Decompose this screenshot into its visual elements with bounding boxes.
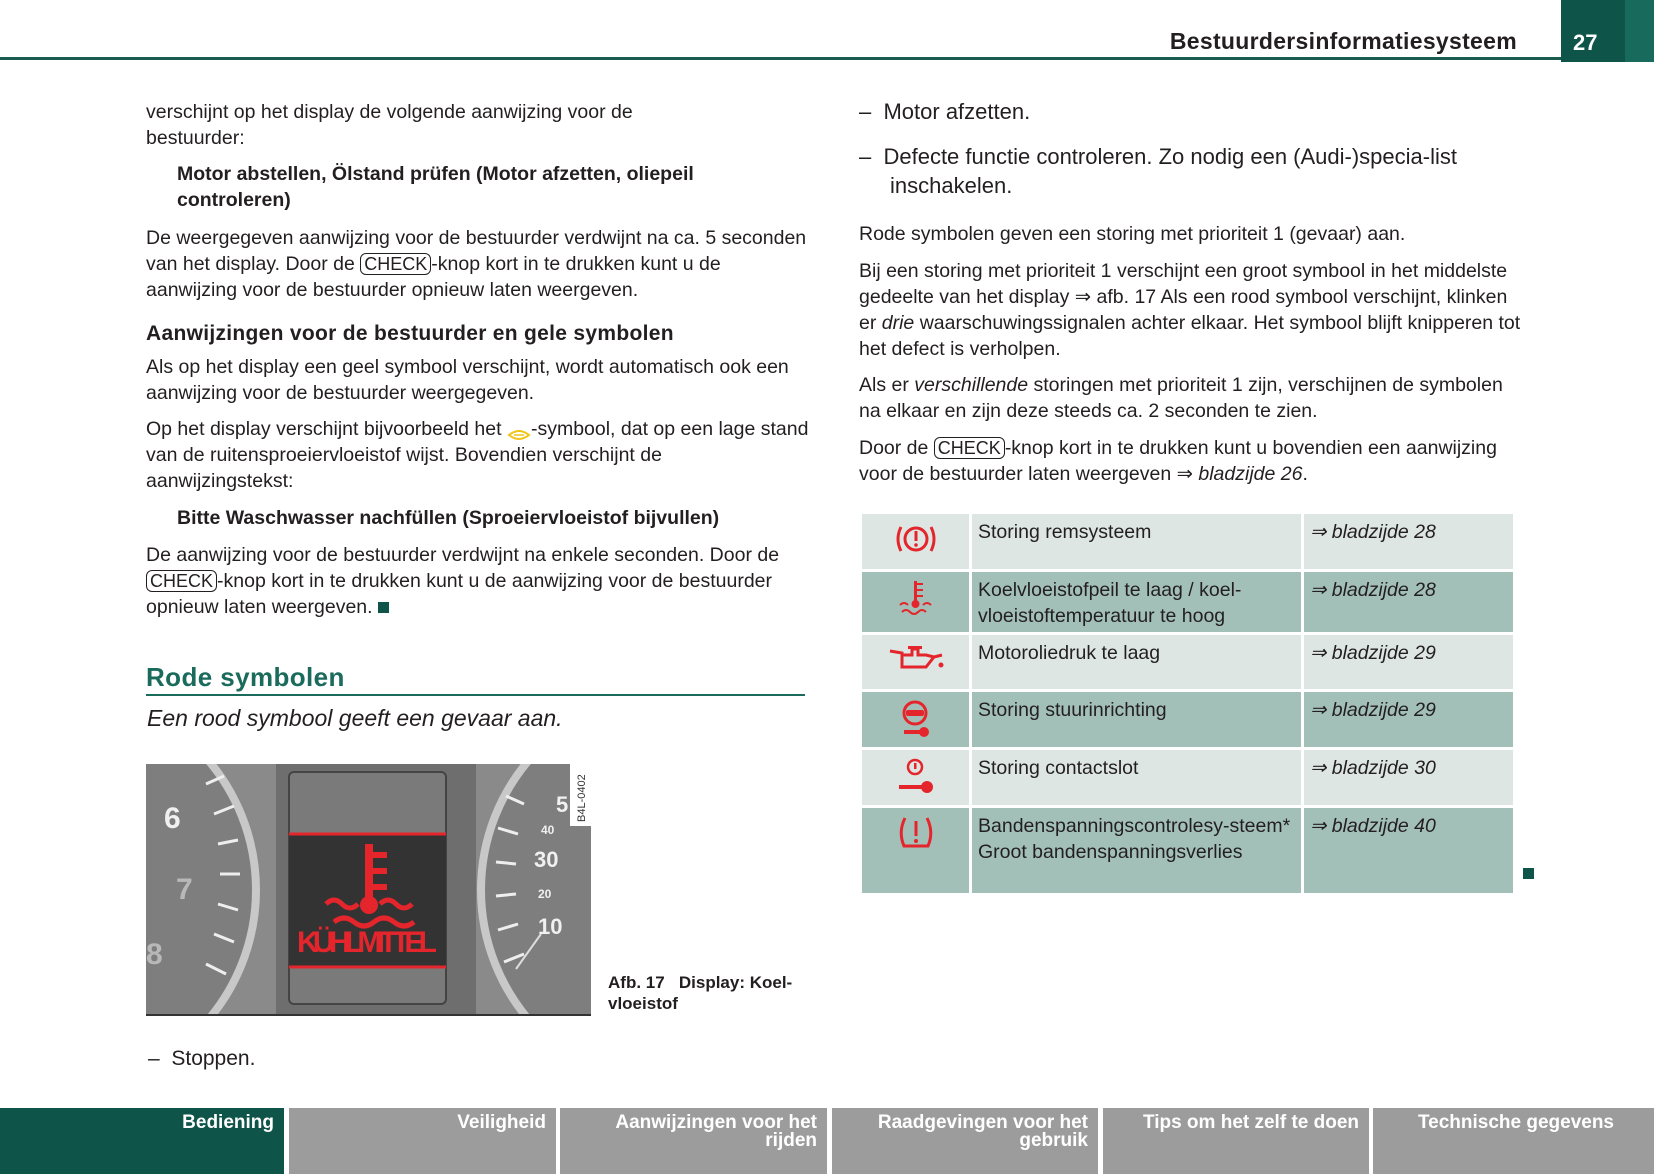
icon-cell <box>861 571 971 634</box>
paragraph <box>146 225 811 303</box>
text: -knop kort in te drukken kunt u bovendien een aanwijzing voor de bestuurder laten weergeven ⇒ <box>859 437 1497 485</box>
footer-tab-raadgevingen[interactable]: Raadgevingen voor het gebruik <box>832 1108 1098 1174</box>
text: drie <box>881 312 915 334</box>
symbol-description: Storing stuurinrichting <box>971 691 1303 749</box>
page-reference[interactable]: ⇒ bladzijde 29 <box>1303 634 1515 691</box>
symbol-description: Koelvloeistofpeil te laag / koel-vloeistoftemperatuur te hoog <box>971 571 1303 634</box>
text: Motor afzetten. <box>883 99 1031 124</box>
section-heading: Rode symbolen <box>146 662 345 692</box>
symbol-description: Storing contactslot <box>971 749 1303 807</box>
text: De aanwijzing voor de bestuurder verdwijnt na enkele seconden. Door de <box>146 544 780 566</box>
symbol-description <box>971 807 1303 895</box>
end-marker <box>378 602 389 613</box>
page-reference[interactable]: ⇒ bladzijde 28 <box>1303 571 1515 634</box>
text: Door de <box>859 437 934 459</box>
paragraph <box>146 542 811 620</box>
gauge-label: 10 <box>538 914 563 939</box>
check-key: CHECK <box>146 570 217 592</box>
figure-coolant-display <box>146 764 591 1016</box>
page-reference[interactable]: ⇒ bladzijde 30 <box>1303 749 1515 807</box>
icon-cell <box>861 691 971 749</box>
page-number: 27 <box>1561 0 1625 62</box>
footer-tab-tips[interactable]: Tips om het zelf te doen <box>1103 1108 1369 1174</box>
paragraph <box>859 372 1524 424</box>
gauge-label: 8 <box>146 938 163 971</box>
oil-pressure-icon <box>888 643 944 673</box>
icon-cell <box>861 513 971 571</box>
section-heading: Aanwijzingen voor de bestuurder en gele symbolen <box>146 322 674 345</box>
text: -knop kort in te drukken kunt u de aanwijzing voor de bestuurder opnieuw laten weergeven. <box>146 570 773 618</box>
text: waarschuwingssignalen achter elkaar. Het symbool blijft knipperen tot het defect is verholpen. <box>859 312 1521 360</box>
symbol-description: Motoroliedruk te laag <box>971 634 1303 691</box>
table-row <box>861 513 1515 571</box>
table-row <box>861 807 1515 895</box>
text: Bij een storing met prioriteit 1 verschijnt een groot symbool in het middelste gedeelte van het display ⇒ afb. 17 Als een rood symbool verschijnt, klinken er <box>859 260 1508 334</box>
gauge-label: 20 <box>538 887 552 901</box>
page-reference[interactable]: ⇒ bladzijde 29 <box>1303 691 1515 749</box>
table-row <box>861 749 1515 807</box>
paragraph: Rode symbolen geven een storing met prioriteit 1 (gevaar) aan. <box>859 223 1406 245</box>
section-subtitle: Een rood symbool geeft een gevaar aan. <box>147 705 563 731</box>
figure-caption <box>608 972 808 1014</box>
paragraph <box>146 416 811 494</box>
page-reference[interactable]: ⇒ bladzijde 28 <box>1303 513 1515 571</box>
footer-tab-bediening[interactable]: Bediening <box>0 1108 284 1174</box>
brake-warning-icon <box>894 522 938 556</box>
page-reference[interactable]: ⇒ bladzijde 40 <box>1303 807 1515 895</box>
text: -knop kort in te drukken kunt u de aanwijzing voor de bestuurder opnieuw laten weergeven. <box>146 253 721 301</box>
icon-cell <box>861 634 971 691</box>
footer-tab-veiligheid[interactable]: Veiligheid <box>289 1108 556 1174</box>
text: Stoppen. <box>171 1047 256 1070</box>
chapter-title: Bestuurdersinformatiesysteem <box>1169 28 1517 54</box>
step-item: – Defecte functie controleren. Zo nodig een (Audi-)specia-list inschakelen. <box>859 144 1457 198</box>
tire-pressure-icon <box>896 816 936 852</box>
coolant-temperature-icon <box>896 580 936 616</box>
paragraph: Als op het display een geel symbool verschijnt, wordt automatisch ook een aanwijzing voor de bestuurder weergegeven. <box>146 356 789 404</box>
paragraph <box>859 258 1524 362</box>
table-row <box>861 691 1515 749</box>
header-rule <box>0 57 1561 60</box>
page-tab-edge <box>1625 0 1654 62</box>
caption-text: Display: Koel-vloeistof <box>608 973 793 1013</box>
paragraph: verschijnt op het display de volgende aanwijzing voor de bestuurder: <box>146 101 633 149</box>
caption-label: Afb. 17 <box>608 973 665 992</box>
table-row <box>861 634 1515 691</box>
text: verschillende <box>914 374 1029 396</box>
step-item: – Motor afzetten. <box>859 99 1031 124</box>
symbol-description: Storing remsysteem <box>971 513 1303 571</box>
paragraph <box>859 435 1524 487</box>
instrument-cluster-illustration <box>146 764 591 1016</box>
text: Defecte functie controleren. Zo nodig een (Audi-)specia-list inschakelen. <box>883 144 1457 198</box>
display-text: KÜHLMITTEL <box>297 926 437 959</box>
footer-tab-aanwijzingen[interactable]: Aanwijzingen voor het rijden <box>560 1108 827 1174</box>
text: De weergegeven aanwijzing voor de bestuurder verdwijnt na ca. 5 seconden van het display. Door de <box>146 227 807 275</box>
gauge-label: 30 <box>534 847 559 872</box>
gauge-label: 40 <box>541 823 555 837</box>
step-item: – Stoppen. <box>148 1047 256 1070</box>
text: . <box>1302 463 1308 485</box>
ignition-lock-icon <box>896 758 936 798</box>
figure-code: B4L-0402 <box>576 774 588 822</box>
gauge-label: 7 <box>176 873 193 906</box>
end-marker <box>1523 868 1534 879</box>
text: Als er <box>859 374 915 396</box>
text: -symbool, dat op een lage stand van de ruitensproeiervloeistof wijst. Bovendien verschijnt de aanwijzingstekst: <box>146 418 809 492</box>
red-symbols-table <box>859 511 1516 896</box>
footer-tab-technische-gegevens[interactable]: Technische gegevens <box>1373 1108 1654 1174</box>
text: storingen met prioriteit 1 zijn, verschijnen de symbolen na elkaar en zijn deze steeds ca. 2 seconden te zien. <box>859 374 1503 422</box>
text: Groot bandenspanningsverlies <box>978 841 1243 863</box>
text: Bandenspanningscontrolesy-steem* <box>978 815 1291 837</box>
gauge-label: 6 <box>164 802 181 835</box>
heading-rule <box>146 694 805 696</box>
page-reference-link[interactable]: bladzijde 26 <box>1198 463 1303 485</box>
check-key: CHECK <box>360 253 431 275</box>
steering-fault-icon <box>898 700 934 740</box>
icon-cell <box>861 807 971 895</box>
gauge-label: 5 <box>556 792 569 817</box>
driver-message: Motor abstellen, Ölstand prüfen (Motor afzetten, oliepeil controleren) <box>177 163 694 211</box>
text: Op het display verschijnt bijvoorbeeld het <box>146 418 507 440</box>
icon-cell <box>861 749 971 807</box>
washer-fluid-icon <box>507 423 531 437</box>
driver-message: Bitte Waschwasser nachfüllen (Sproeiervloeistof bijvullen) <box>177 507 720 529</box>
table-row <box>861 571 1515 634</box>
check-key: CHECK <box>934 437 1005 459</box>
